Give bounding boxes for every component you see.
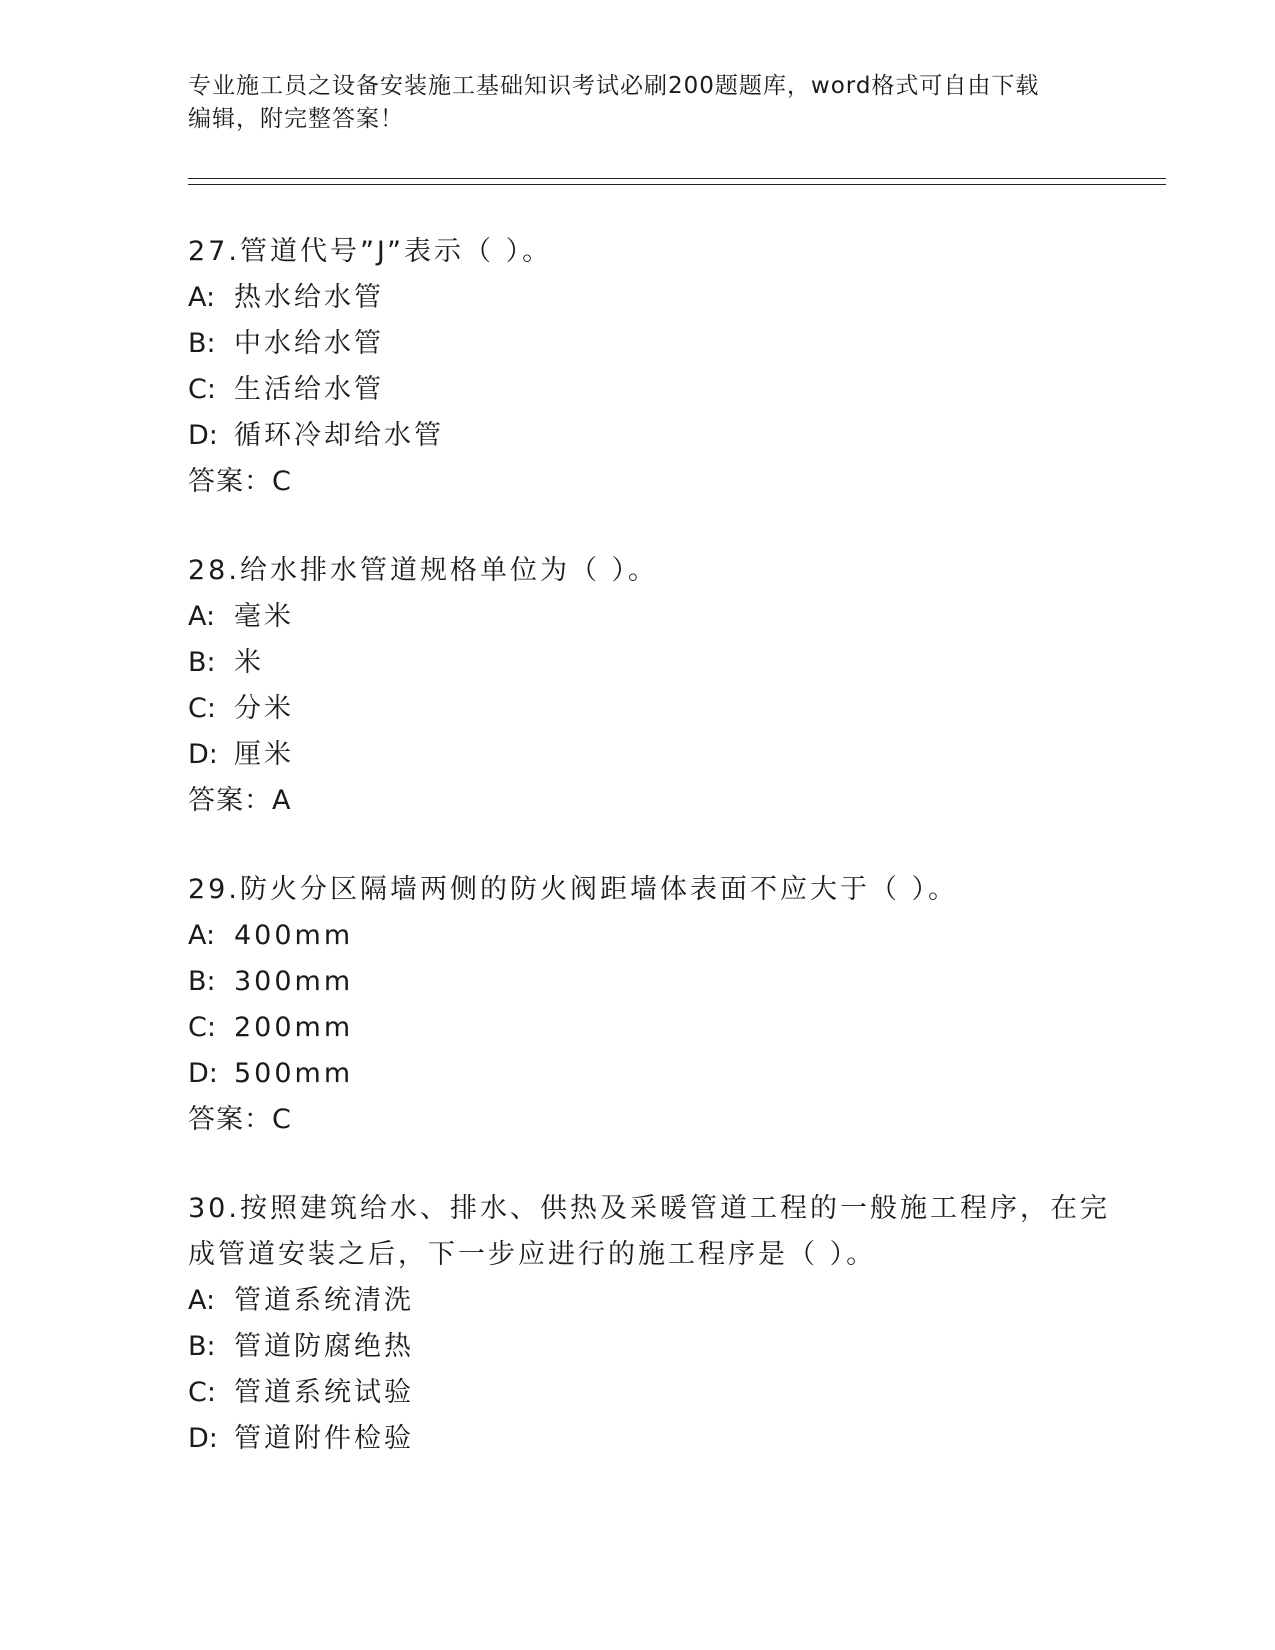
option-letter: D:: [188, 739, 218, 770]
option-letter: D:: [188, 420, 218, 451]
option-letter: B:: [188, 328, 216, 359]
option-a: [188, 913, 1128, 959]
answer: 答案：A: [188, 785, 292, 816]
option-text: 分米: [234, 693, 294, 724]
question-30: [188, 1186, 1128, 1462]
option-b: [188, 321, 1128, 367]
option-b: [188, 959, 1128, 1005]
header-line-2: 编辑，附完整答案！: [188, 106, 404, 132]
option-a: [188, 594, 1128, 640]
question-text: 28.给水排水管道规格单位为（ ）。: [188, 555, 659, 586]
document-header: [188, 70, 1088, 136]
option-d: [188, 413, 1128, 459]
question-text-line-2: 成管道安装之后，下一步应进行的施工程序是（ ）。: [188, 1239, 877, 1270]
option-text: 500mm: [234, 1058, 354, 1089]
option-text: 管道附件检验: [234, 1423, 414, 1454]
option-d: [188, 1051, 1128, 1097]
option-b: [188, 640, 1128, 686]
option-text: 400mm: [234, 920, 354, 951]
option-c: [188, 1370, 1128, 1416]
option-letter: A:: [188, 282, 216, 313]
question-27: [188, 229, 1128, 505]
option-letter: A:: [188, 920, 216, 951]
option-b: [188, 1324, 1128, 1370]
option-text: 管道系统试验: [234, 1377, 414, 1408]
question-28: [188, 548, 1128, 824]
option-text: 200mm: [234, 1012, 354, 1043]
option-text: 循环冷却给水管: [234, 420, 444, 451]
option-text: 300mm: [234, 966, 354, 997]
answer: 答案：C: [188, 466, 292, 497]
option-letter: C:: [188, 374, 216, 405]
option-letter: D:: [188, 1058, 218, 1089]
question-29: [188, 867, 1128, 1143]
header-divider-top: [188, 178, 1166, 179]
option-letter: C:: [188, 693, 216, 724]
option-a: [188, 1278, 1128, 1324]
option-letter: C:: [188, 1377, 216, 1408]
option-c: [188, 686, 1128, 732]
option-letter: A:: [188, 1285, 216, 1316]
option-text: 热水给水管: [234, 282, 384, 313]
option-d: [188, 1416, 1128, 1462]
question-text-line-1: 30.按照建筑给水、排水、供热及采暖管道工程的一般施工程序，在完: [188, 1193, 1110, 1224]
option-c: [188, 367, 1128, 413]
option-text: 米: [234, 647, 264, 678]
option-text: 管道防腐绝热: [234, 1331, 414, 1362]
answer: 答案：C: [188, 1104, 292, 1135]
question-text: 29.防火分区隔墙两侧的防火阀距墙体表面不应大于（ ）。: [188, 874, 959, 905]
option-a: [188, 275, 1128, 321]
option-text: 厘米: [234, 739, 294, 770]
option-letter: B:: [188, 1331, 216, 1362]
option-letter: C:: [188, 1012, 216, 1043]
option-text: 生活给水管: [234, 374, 384, 405]
header-divider-bottom: [188, 184, 1166, 185]
option-text: 管道系统清洗: [234, 1285, 414, 1316]
option-c: [188, 1005, 1128, 1051]
option-text: 毫米: [234, 601, 294, 632]
option-letter: B:: [188, 966, 216, 997]
option-letter: A:: [188, 601, 216, 632]
header-line-1: 专业施工员之设备安装施工基础知识考试必刷200题题库，word格式可自由下载: [188, 73, 1040, 99]
option-letter: D:: [188, 1423, 218, 1454]
option-letter: B:: [188, 647, 216, 678]
question-text: 27.管道代号”J”表示（ ）。: [188, 236, 553, 267]
option-d: [188, 732, 1128, 778]
option-text: 中水给水管: [234, 328, 384, 359]
